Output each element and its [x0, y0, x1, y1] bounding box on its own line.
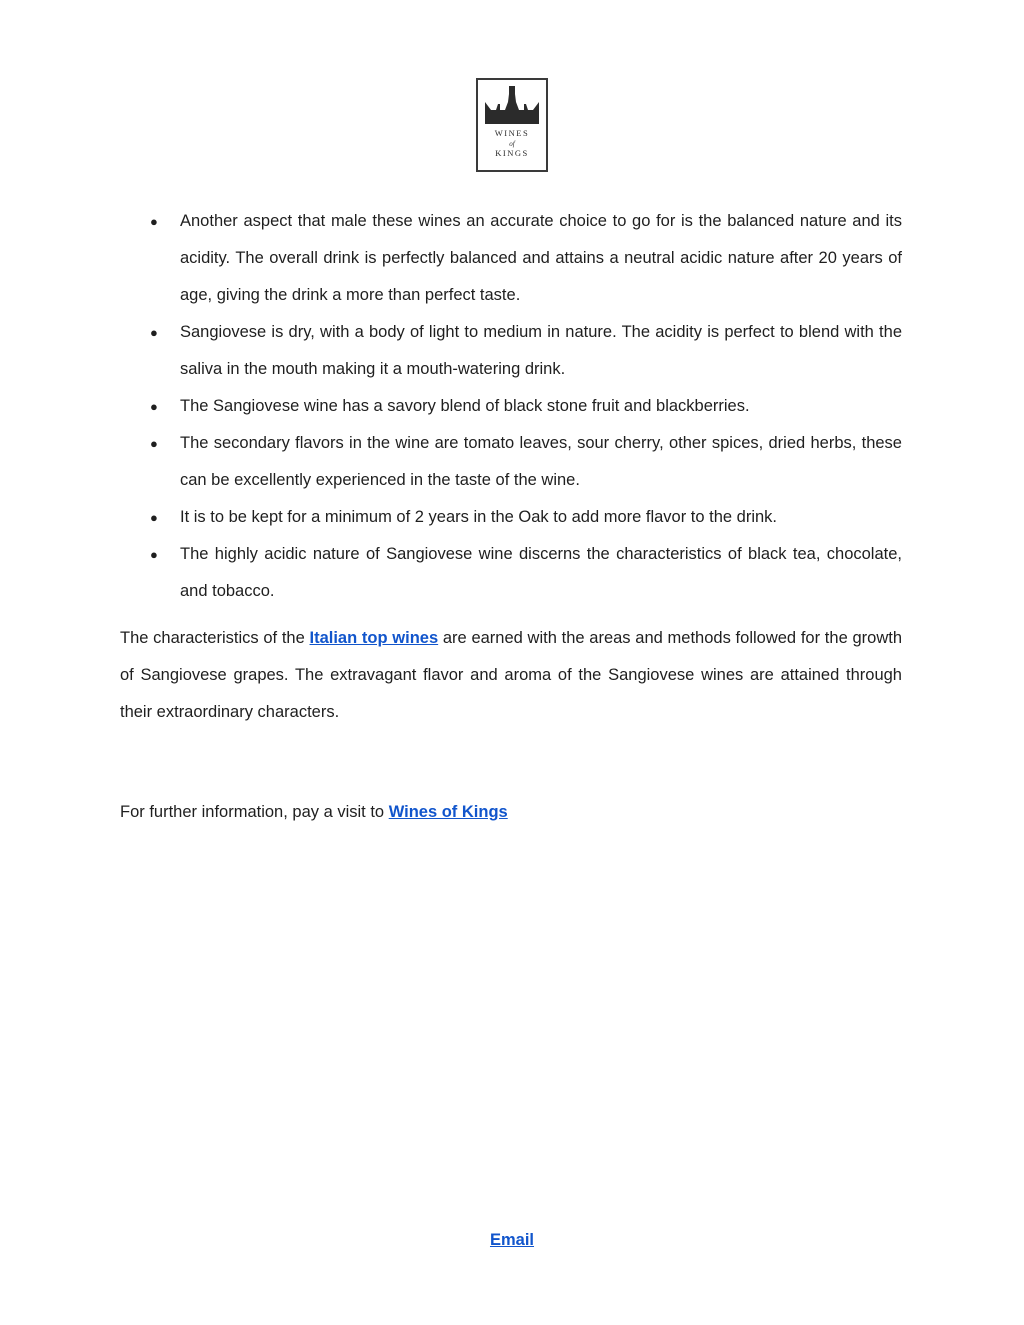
further-info-paragraph: [120, 794, 902, 831]
bullet-text: Sangiovese is dry, with a body of light to medium in nature. The acidity is perfect to blend with the saliva in the mouth making it a mouth-watering drink.: [180, 323, 902, 378]
bullet-dot-icon: ●: [150, 510, 158, 525]
page-footer: [0, 1228, 1024, 1252]
bullet-item: [120, 314, 902, 388]
logo-kings-text: KINGS: [495, 148, 529, 158]
bullet-item: [120, 425, 902, 499]
logo-of-text: of: [509, 140, 515, 148]
bullet-dot-icon: ●: [150, 325, 158, 340]
bullet-item: [120, 388, 902, 425]
logo-wines-text: WINES: [494, 128, 530, 138]
bullet-dot-icon: ●: [150, 399, 158, 414]
bullet-dot-icon: ●: [150, 214, 158, 229]
paragraph-text: are earned with the areas and methods followed for the growth of Sangiovese grapes. The extravagant flavor and aroma of the Sangiovese wines are attained through their extraordinary characters.: [120, 629, 902, 721]
bullet-text: It is to be kept for a minimum of 2 years in the Oak to add more flavor to the drink.: [180, 508, 778, 526]
bullet-item: [120, 499, 902, 536]
characteristics-paragraph: [120, 620, 902, 731]
wines-of-kings-link[interactable]: Wines of Kings: [388, 803, 508, 821]
bullet-dot-icon: ●: [150, 436, 158, 451]
bullet-item: [120, 203, 902, 314]
feature-bullet-list: [120, 203, 902, 610]
wines-of-kings-logo: [476, 78, 548, 172]
wine-bottles-crown-icon: [478, 80, 546, 170]
bullet-text: The Sangiovese wine has a savory blend of black stone fruit and blackberries.: [180, 397, 750, 415]
italian-top-wines-link[interactable]: Italian top wines: [309, 629, 439, 647]
bullet-text: The highly acidic nature of Sangiovese wine discerns the characteristics of black tea, chocolate, and tobacco.: [180, 545, 902, 600]
paragraph-text: The characteristics of the: [120, 629, 310, 647]
bullet-dot-icon: ●: [150, 547, 158, 562]
bullet-item: [120, 536, 902, 610]
paragraph-text: For further information, pay a visit to: [120, 803, 389, 821]
email-link[interactable]: Email: [489, 1231, 535, 1249]
bullet-text: The secondary flavors in the wine are tomato leaves, sour cherry, other spices, dried herbs, these can be excellently experienced in the taste of the wine.: [180, 434, 902, 489]
bullet-text: Another aspect that male these wines an accurate choice to go for is the balanced nature and its acidity. The overall drink is perfectly balanced and attains a neutral acidic nature after 20 years of age, giving the drink a more than perfect taste.: [180, 212, 902, 304]
